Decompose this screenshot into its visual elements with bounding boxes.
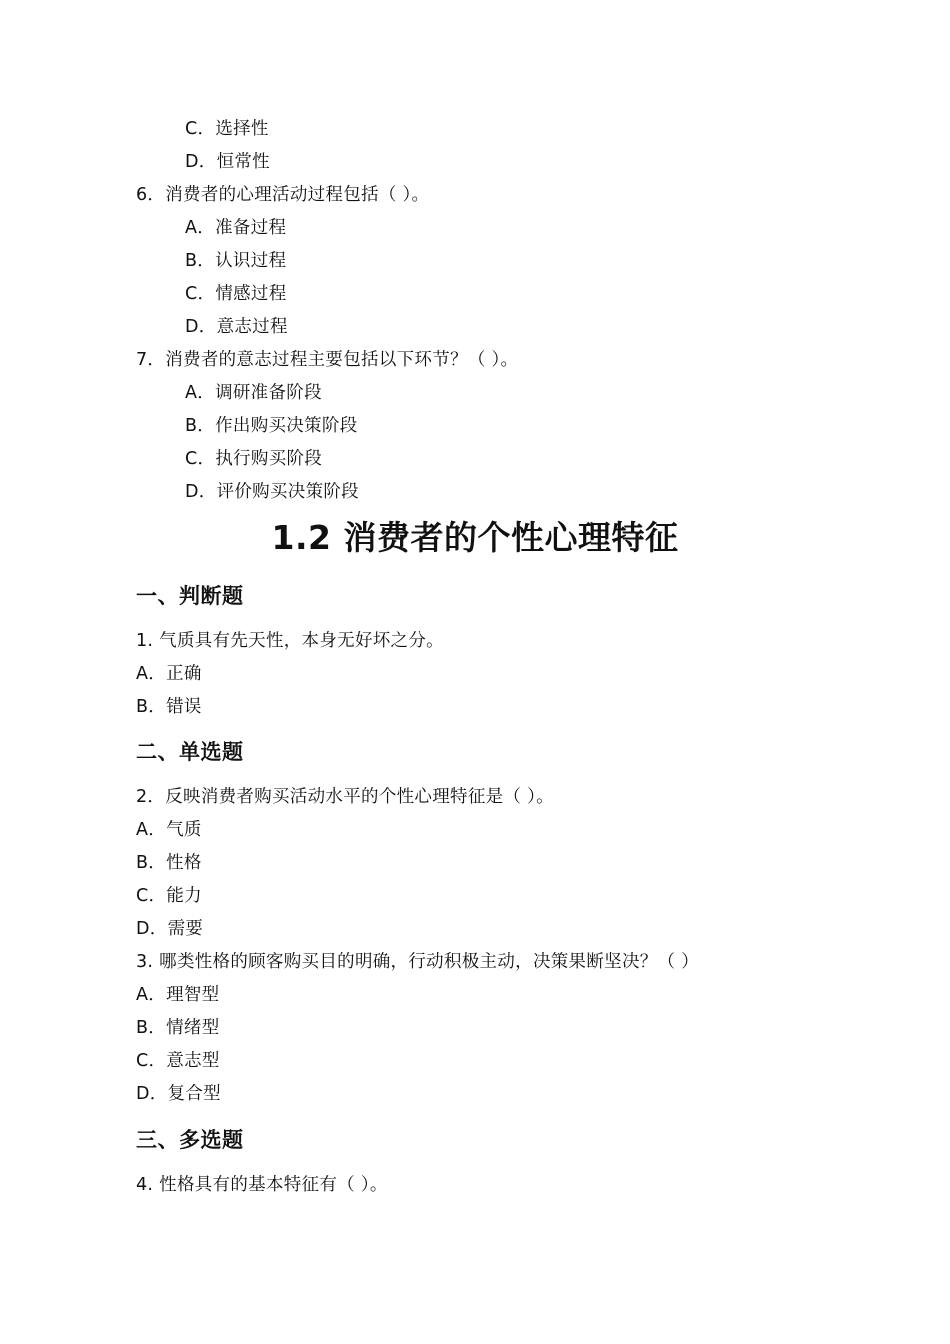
q1-stem: 1. 气质具有先天性，本身无好坏之分。 [136,631,444,651]
q7-option-d: D．评价购买决策阶段 [185,482,359,502]
chapter-title: 1.2 消费者的个性心理特征 [271,518,679,557]
q2-option-b: B．性格 [136,853,202,873]
q3-option-d: D．复合型 [136,1084,221,1104]
q6-stem: 6．消费者的心理活动过程包括（ ）。 [136,185,430,205]
q3-option-b: B．情绪型 [136,1018,220,1038]
q2-option-c: C．能力 [136,886,202,906]
q7-option-c: C．执行购买阶段 [185,449,323,469]
q6-option-d: D．意志过程 [185,317,288,337]
q2-option-a: A．气质 [136,820,202,840]
q2-stem: 2．反映消费者购买活动水平的个性心理特征是（ ）。 [136,787,554,807]
q2-option-d: D．需要 [136,919,204,939]
q1-option-a: A．正确 [136,664,202,684]
q3-option-c: C．意志型 [136,1051,220,1071]
q4-stem: 4. 性格具有的基本特征有（ ）。 [136,1175,388,1195]
q7-stem: 7．消费者的意志过程主要包括以下环节？（ ）。 [136,350,519,370]
q6-option-b: B．认识过程 [185,251,287,271]
q5-option-c: C．选择性 [185,119,269,139]
q3-option-a: A．理智型 [136,985,220,1005]
q1-option-b: B．错误 [136,697,202,717]
q5-option-d: D．恒常性 [185,152,270,172]
q7-option-a: A．调研准备阶段 [185,383,322,403]
q6-option-c: C．情感过程 [185,284,287,304]
q3-stem: 3. 哪类性格的顾客购买目的明确，行动积极主动，决策果断坚决？（ ） [136,952,700,972]
section-heading-single: 二、单选题 [136,740,244,764]
section-heading-judge: 一、判断题 [136,584,244,608]
q7-option-b: B．作出购买决策阶段 [185,416,358,436]
section-heading-multi: 三、多选题 [136,1128,244,1152]
q6-option-a: A．准备过程 [185,218,287,238]
